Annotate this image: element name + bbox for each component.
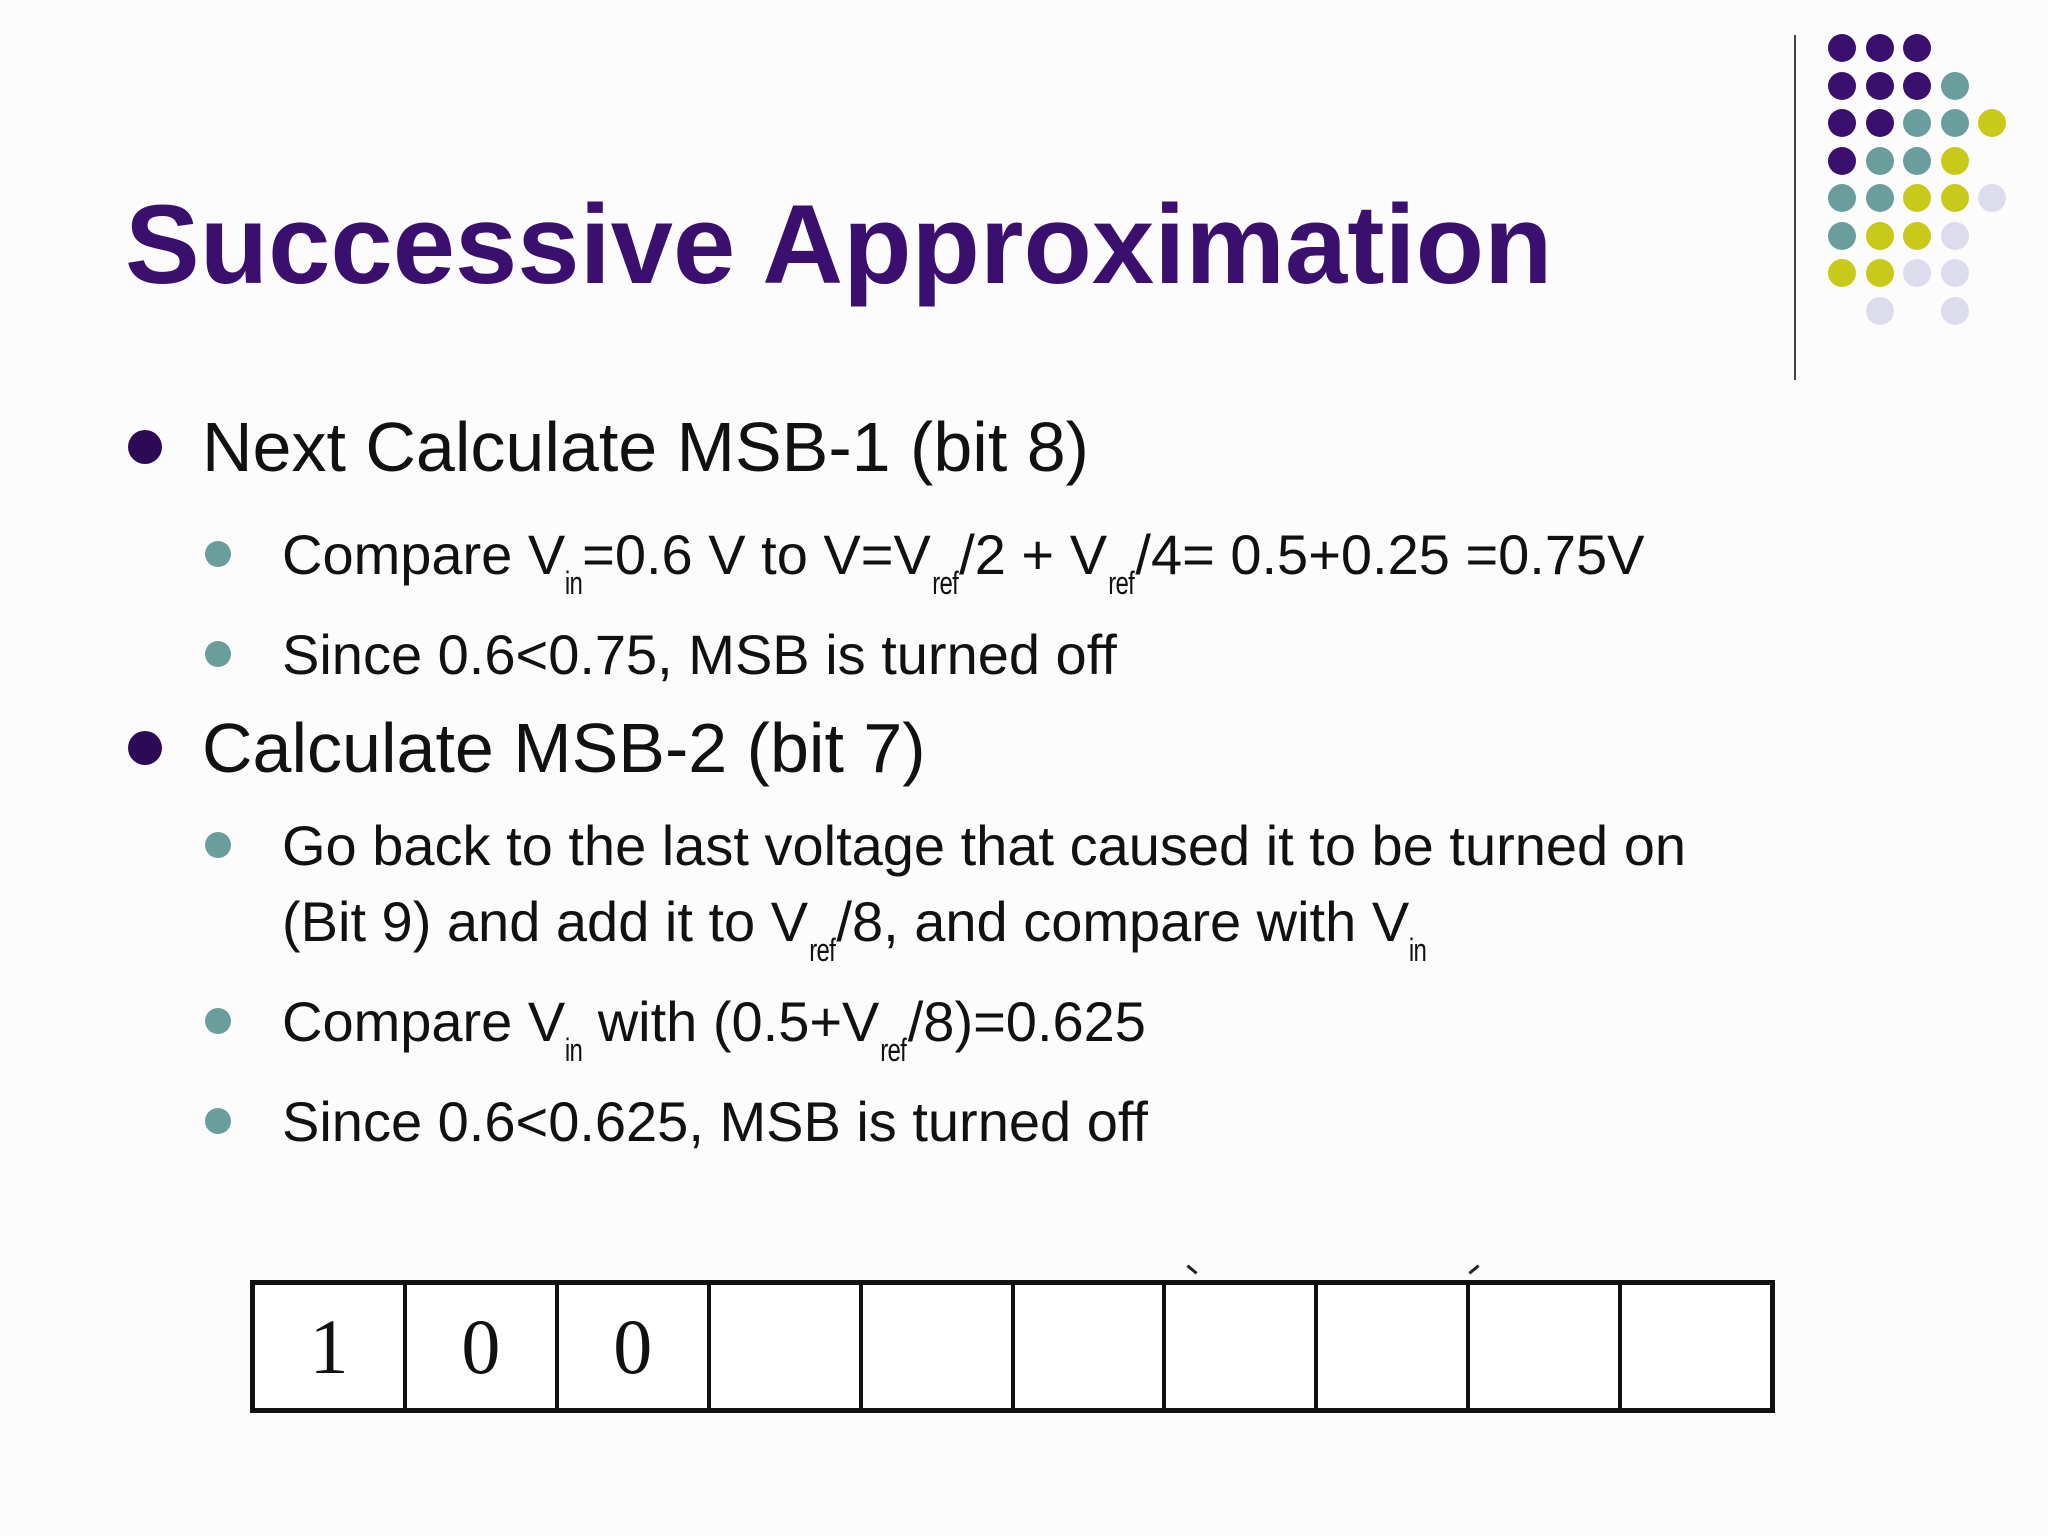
decorative-dot	[1866, 259, 1894, 287]
register-bit-cell	[1166, 1285, 1318, 1408]
sub-bullet-dot	[205, 832, 231, 858]
decorative-dot	[1866, 34, 1894, 62]
decorative-dot	[1866, 147, 1894, 175]
subscript-text: ref	[809, 932, 836, 968]
decorative-dot	[1866, 72, 1894, 100]
sub-bullet-text	[282, 984, 1146, 1068]
decorative-dot	[1903, 259, 1931, 287]
decorative-dot	[1903, 72, 1931, 100]
register-bit-boxes	[250, 1280, 1775, 1413]
decorative-dot	[1978, 109, 2006, 137]
decorative-dot	[1941, 72, 1969, 100]
sub-bullet-dot	[205, 641, 231, 667]
text-run: /2 + V	[959, 523, 1108, 586]
decorative-dot	[1866, 222, 1894, 250]
sub-bullet-text	[282, 617, 1117, 693]
decorative-dot	[1828, 34, 1856, 62]
subscript-text: ref	[880, 1032, 907, 1068]
sub-bullet-dot	[205, 541, 231, 567]
register-tick-mark	[1186, 1264, 1197, 1274]
decorative-dot	[1828, 109, 1856, 137]
decorative-dot	[1828, 147, 1856, 175]
bullet-heading: Calculate MSB-2 (bit 7)	[202, 709, 926, 787]
decorative-dot	[1941, 259, 1969, 287]
text-run: Since 0.6<0.625, MSB is turned off	[282, 1090, 1148, 1153]
subscript-text: in	[565, 565, 583, 601]
subscript-text: in	[565, 1032, 583, 1068]
sub-bullet-text	[282, 517, 1645, 601]
register-bit-cell	[1318, 1285, 1470, 1408]
decorative-dot	[1903, 147, 1931, 175]
text-run: /8)=0.625	[907, 990, 1146, 1053]
register-bit-cell	[1015, 1285, 1167, 1408]
text-run: (Bit 9) and add it to V	[282, 890, 809, 953]
register-bit-cell: 1	[255, 1285, 407, 1408]
text-run: /8, and compare with V	[836, 890, 1410, 953]
register-bit-cell: 0	[407, 1285, 559, 1408]
text-run: with (0.5+V	[582, 990, 880, 1053]
decorative-dot	[1866, 184, 1894, 212]
subscript-text: ref	[1108, 565, 1135, 601]
sub-bullet-text	[282, 808, 1686, 884]
decorative-dot	[1941, 297, 1969, 325]
decorative-dot	[1828, 184, 1856, 212]
text-run: Since 0.6<0.75, MSB is turned off	[282, 623, 1117, 686]
text-run: Compare V	[282, 990, 566, 1053]
decorative-dot	[1941, 222, 1969, 250]
register-tick-mark	[1468, 1264, 1479, 1274]
sub-bullet-text	[282, 1084, 1148, 1160]
decorative-dot	[1828, 222, 1856, 250]
decorative-dot	[1903, 109, 1931, 137]
text-run: =0.6 V to V=V	[582, 523, 931, 586]
text-run: Go back to the last voltage that caused it to be turned on	[282, 814, 1687, 877]
decorative-dot	[1828, 259, 1856, 287]
decorative-dot	[1903, 222, 1931, 250]
decorative-dot	[1828, 72, 1856, 100]
decorative-dot	[1903, 34, 1931, 62]
sub-bullet-dot	[205, 1108, 231, 1134]
sub-bullet-text	[282, 884, 1426, 968]
decorative-dot	[1941, 147, 1969, 175]
bullet-dot	[128, 430, 162, 464]
decorative-dot	[1866, 297, 1894, 325]
register-bit-cell	[1622, 1285, 1770, 1408]
decorative-dot	[1941, 184, 1969, 212]
decorative-dot	[1866, 109, 1894, 137]
decorative-dot	[1903, 184, 1931, 212]
text-run: Compare V	[282, 523, 566, 586]
register-bit-cell	[1470, 1285, 1622, 1408]
sub-bullet-dot	[205, 1008, 231, 1034]
bullet-dot	[128, 731, 162, 765]
title-divider-line	[1794, 35, 1796, 380]
register-bit-cell	[711, 1285, 863, 1408]
text-run: /4= 0.5+0.25 =0.75V	[1135, 523, 1645, 586]
slide-title: Successive Approximation	[125, 182, 1553, 307]
register-bit-cell: 0	[559, 1285, 711, 1408]
decorative-dot	[1978, 184, 2006, 212]
register-bit-cell	[863, 1285, 1015, 1408]
bullet-heading: Next Calculate MSB-1 (bit 8)	[202, 408, 1089, 486]
decorative-dot	[1941, 109, 1969, 137]
subscript-text: in	[1409, 932, 1427, 968]
subscript-text: ref	[932, 565, 958, 601]
